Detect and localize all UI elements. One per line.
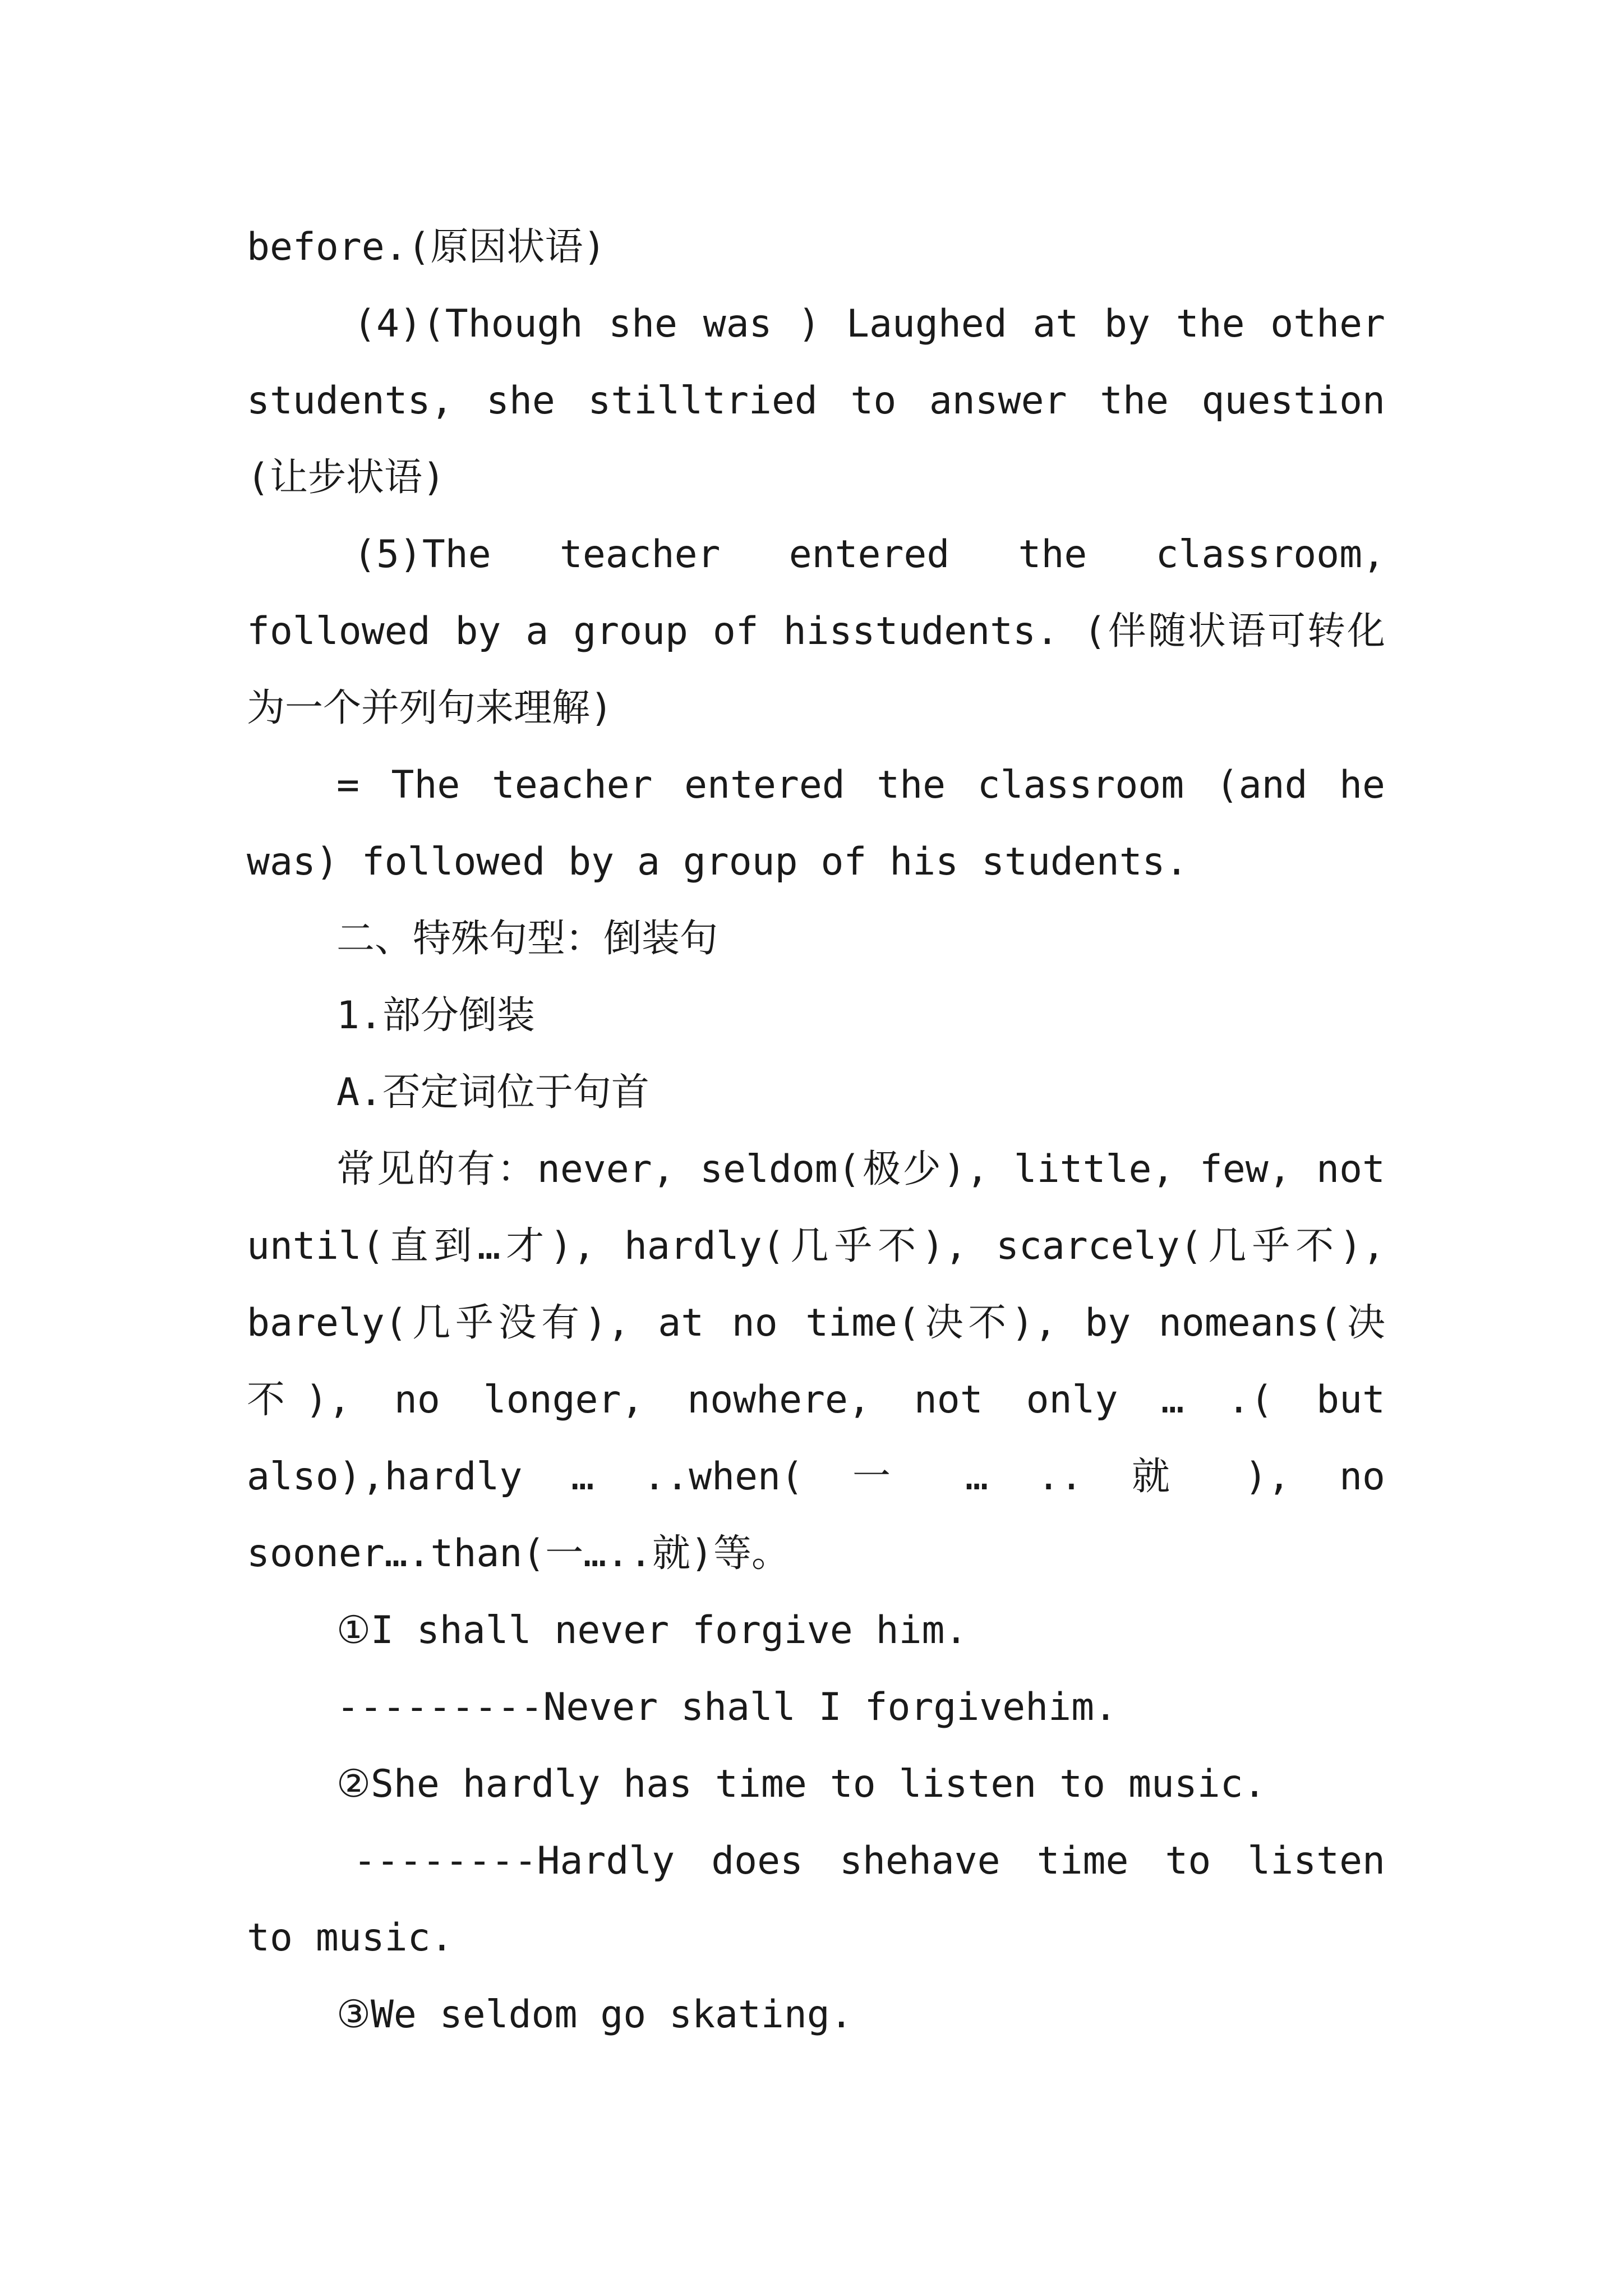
paragraph-reason-adverbial: before.(原因状语) [247, 225, 606, 269]
example-3: ③We seldom go skating. [336, 1993, 853, 2037]
paragraph-equivalent-sentence: = The teacher entered the classroom (and he was) followed by a group of his students. [247, 763, 1385, 884]
paragraph-example-4: (4)(Though she was ) Laughed at by the other students, she stilltried to answer the question (让步状语) [247, 302, 1385, 500]
example-1: ①I shall never forgive him. [336, 1608, 968, 1653]
document-body [247, 209, 1385, 2053]
example-2-inverted: --------Hardly does shehave time to listen to music. [247, 1839, 1385, 1960]
paragraph-common-negatives: 常见的有：never, seldom(极少), little, few, not until(直到…才), hardly(几乎不), scarcely(几乎不), barely(几乎没有), at no time(决不), by nomeans(决不), no longer, nowhere, not only … .( but also),hardly … ..when( 一 … .. 就 ), no sooner….than(一…..就)等。 [247, 1147, 1385, 1576]
paragraph-example-5: (5)The teacher entered the classroom, followed by a group of hisstudents. (伴随状语可转化为一个并列句来理解) [247, 532, 1385, 730]
example-1-inverted: ---------Never shall I forgivehim. [336, 1685, 1117, 1729]
section-heading-inversion: 二、特殊句型：倒装句 [336, 917, 718, 961]
subheading-partial-inversion: 1.部分倒装 [336, 993, 535, 1038]
subheading-negative-words: A.否定词位于句首 [336, 1070, 649, 1115]
example-2: ②She hardly has time to listen to music. [336, 1762, 1266, 1806]
